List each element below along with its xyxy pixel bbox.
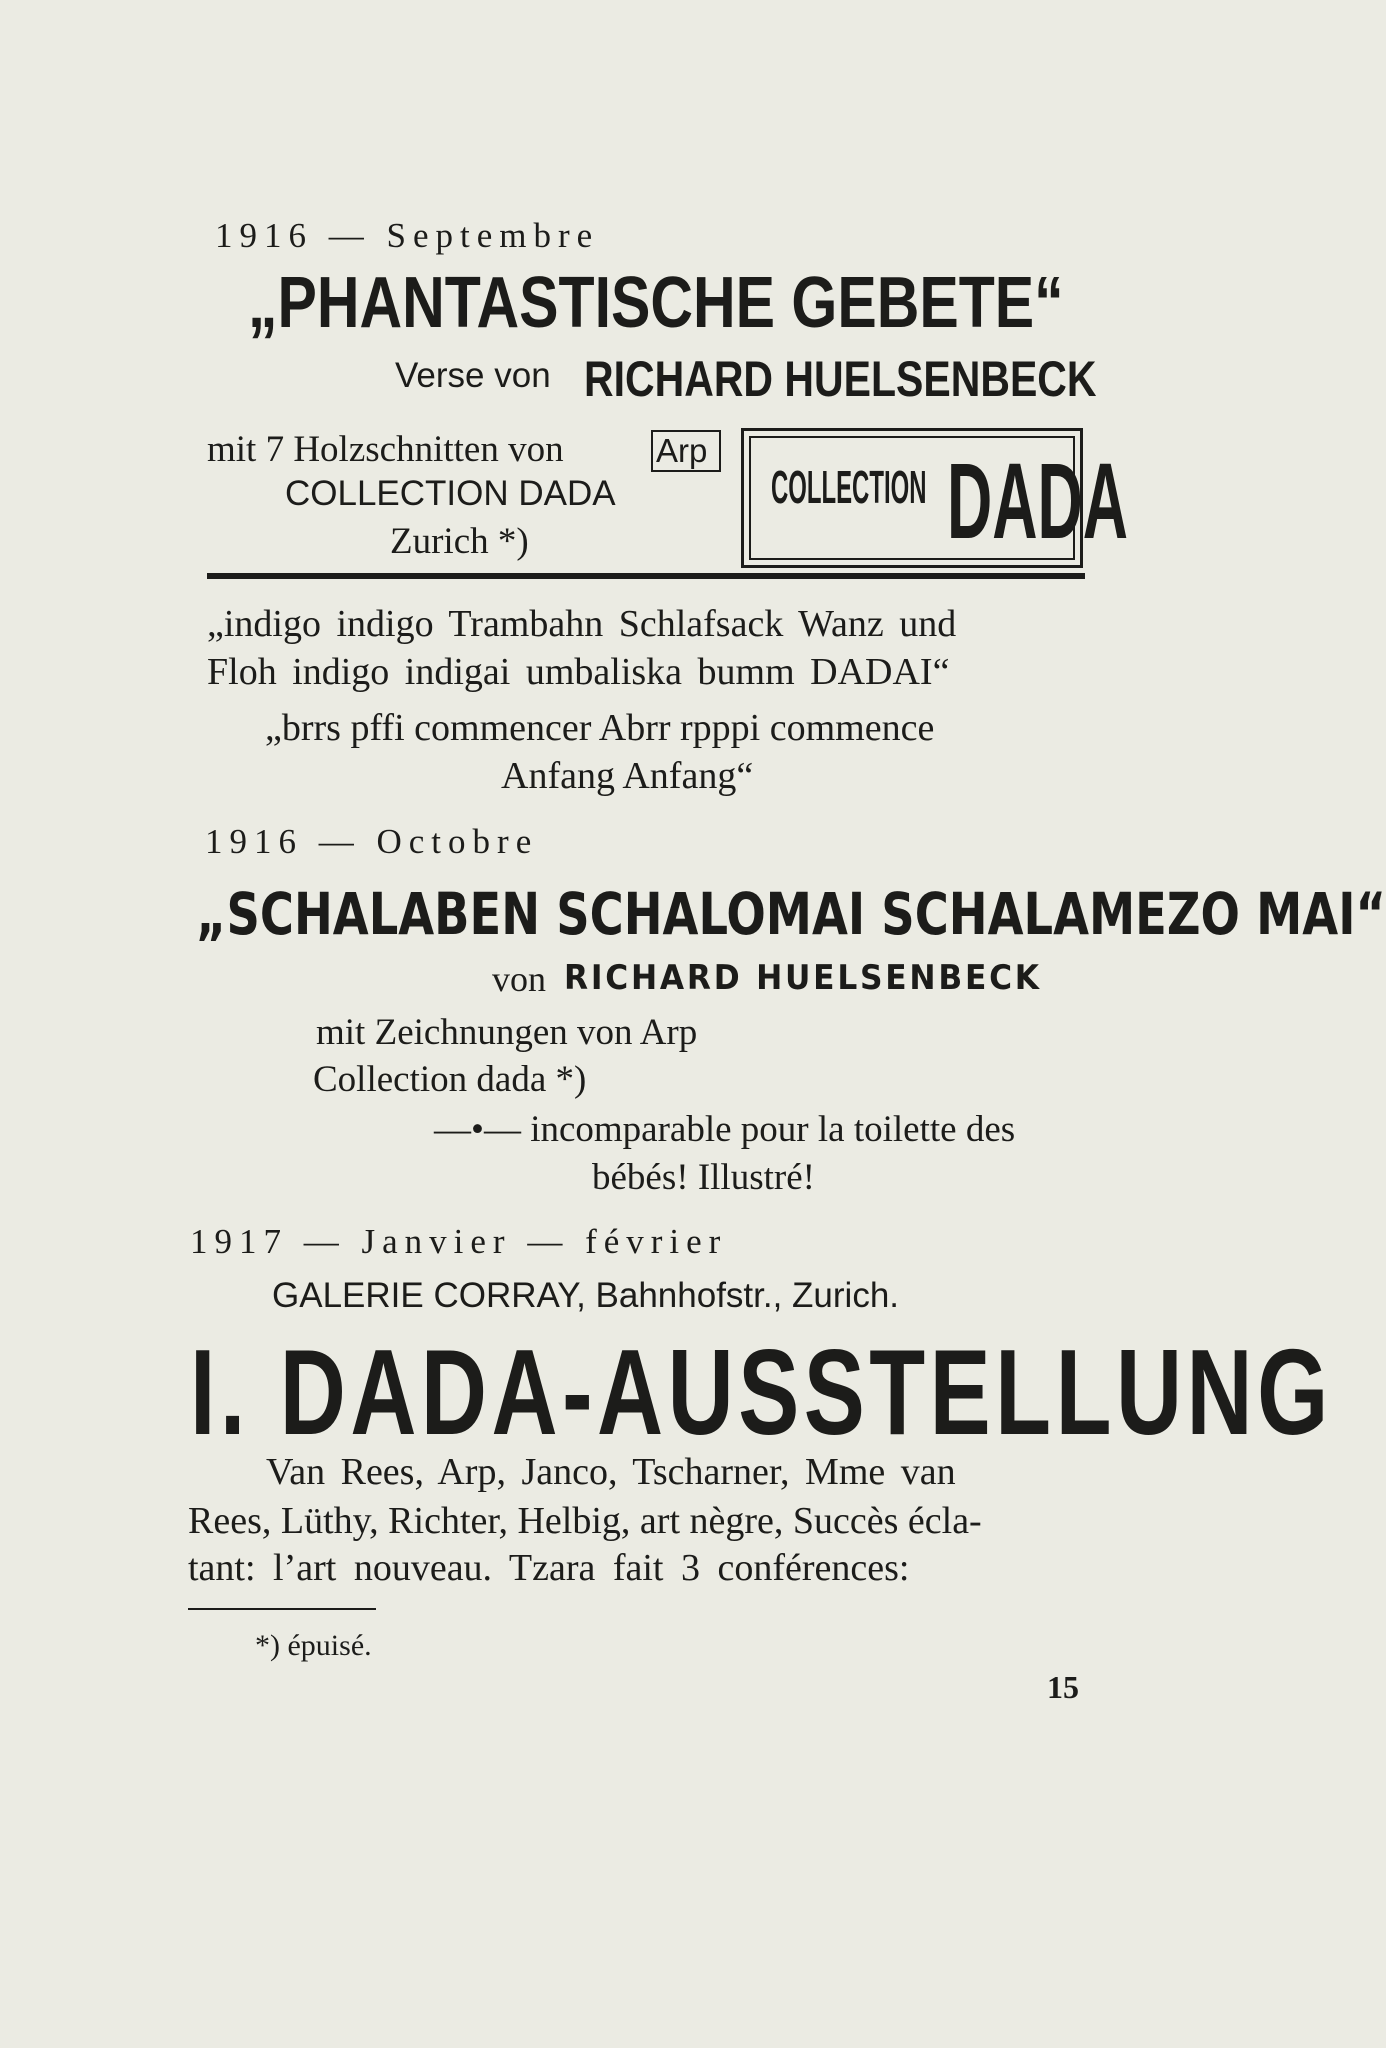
date-september-1916: 1916 — Septembre (215, 216, 600, 255)
drawings-line: mit Zeichnungen von Arp (316, 1012, 698, 1053)
date-january-1917: 1917 — Janvier — février (190, 1222, 728, 1261)
exhibitors-line-3: tant: l’art nouveau. Tzara fait 3 conférences: (188, 1547, 910, 1589)
section-divider (207, 573, 1085, 579)
exhibitors-line-2: Rees, Lüthy, Richter, Helbig, art nègre, Succès écla- (188, 1500, 982, 1542)
footnote: *) épuisé. (255, 1629, 372, 1662)
footnote-rule (188, 1608, 376, 1610)
zurich-line: Zurich *) (390, 521, 529, 562)
woodcuts-line: mit 7 Holzschnitten von (207, 429, 564, 470)
author-richard-huelsenbeck-2: RICHARD HUELSENBECK (564, 958, 1042, 998)
collection-dada-line: COLLECTION DADA (285, 474, 616, 513)
author-richard-huelsenbeck: RICHARD HUELSENBECK (584, 351, 1097, 407)
poem-line-3: „brrs pffi commencer Abrr rpppi commence (265, 707, 935, 749)
title-phantastische-gebete: „PHANTASTISCHE GEBETE“ (248, 263, 1064, 343)
von-label: von (492, 959, 546, 999)
bebes-line: bébés! Illustré! (592, 1157, 815, 1198)
arp-box-label: Arp (656, 432, 708, 469)
poem-line-1: „indigo indigo Trambahn Schlafsack Wanz und (207, 603, 957, 645)
collection-dada-line-2: Collection dada *) (313, 1059, 587, 1100)
page-number: 15 (1047, 1669, 1079, 1705)
title-schalaben: „SCHALABEN SCHALOMAI SCHALAMEZO MAI“ (196, 880, 1386, 948)
title-dada-ausstellung: I. DADA-AUSSTELLUNG (190, 1324, 1333, 1460)
date-october-1916: 1916 — Octobre (205, 822, 539, 861)
incomparable-line: —•— incomparable pour la toilette des (434, 1109, 1016, 1150)
poem-line-2: Floh indigo indigai umbaliska bumm DADAI“ (207, 651, 950, 693)
stamp-dada-text: DADA (947, 440, 1128, 561)
gallery-line: GALERIE CORRAY, Bahnhofstr., Zurich. (272, 1276, 900, 1315)
verse-von-label: Verse von (395, 356, 551, 395)
exhibitors-line-1: Van Rees, Arp, Janco, Tscharner, Mme van (266, 1451, 956, 1493)
stamp-collection-text: COLLECTION (771, 461, 927, 513)
poem-line-4: Anfang Anfang“ (501, 755, 754, 797)
